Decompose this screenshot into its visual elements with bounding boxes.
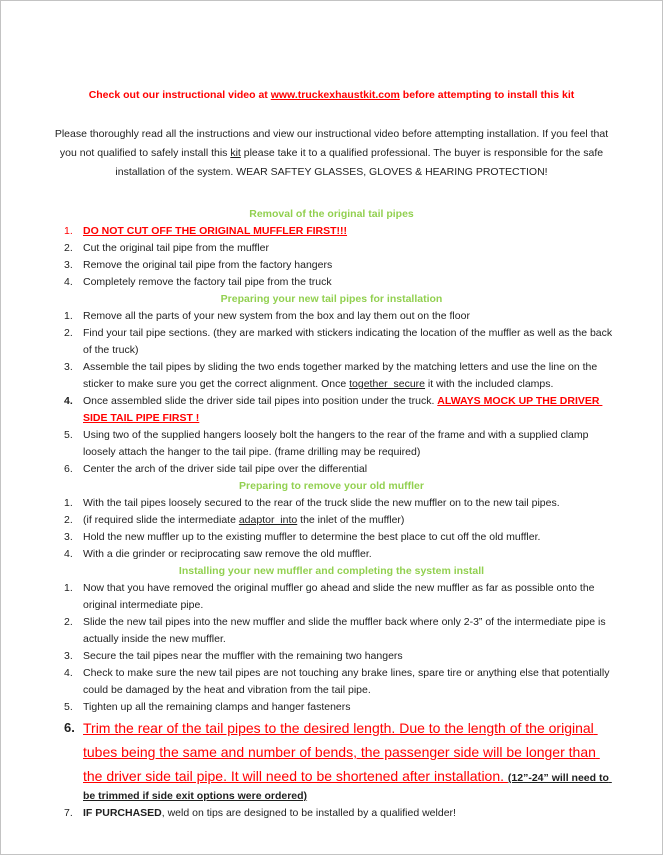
list-item-text xyxy=(83,393,616,427)
text-run: (if required slide the intermediate xyxy=(83,514,239,526)
list-item xyxy=(47,614,616,648)
list-item-number: 1. xyxy=(64,310,73,322)
list-item-number: 1. xyxy=(64,225,73,237)
instructional-video-notice xyxy=(47,87,616,104)
list-item xyxy=(47,716,616,805)
text-run: Center the arch of the driver side tail pipe over the differential xyxy=(83,463,368,475)
list-item-text xyxy=(83,716,616,805)
text-run: With a die grinder or reciprocating saw remove the old muffler. xyxy=(83,548,372,560)
text-run: DO NOT CUT OFF THE ORIGINAL MUFFLER FIRST!!! xyxy=(83,225,348,237)
list-item-number: 3. xyxy=(64,259,73,271)
list-item-number: 4. xyxy=(64,667,73,679)
intro-paragraph xyxy=(47,125,616,182)
list-item-number: 5. xyxy=(64,429,73,441)
instruction-list xyxy=(47,495,616,563)
list-item-text xyxy=(83,495,616,512)
list-item-text xyxy=(83,699,616,716)
text-run: ALWAYS MOCK UP THE DRIVER SIDE TAIL PIPE FIRST ! xyxy=(83,395,603,424)
text-run: (12”-24” will need to be trimmed if side exit options were ordered) xyxy=(83,772,612,802)
text-run: together secure xyxy=(349,378,426,390)
text-run: Trim the rear of the tail pipes to the desired length. Due to the length of the original tubes being the same and number of bends, the passenger side will be longer than the driver side tail pipe. It will need to be shortened after installation. xyxy=(83,720,600,784)
text-run: before attempting to install this kit xyxy=(399,89,575,101)
list-item xyxy=(47,648,616,665)
text-run: , weld on tips are designed to be installed by a qualified welder! xyxy=(161,807,456,819)
list-item-text xyxy=(83,580,616,614)
list-item-text xyxy=(83,308,616,325)
text-run: adaptor into xyxy=(238,514,298,526)
text-run: IF PURCHASED xyxy=(83,807,162,819)
list-item xyxy=(47,580,616,614)
text-run: Secure the tail pipes near the muffler with the remaining two hangers xyxy=(83,650,403,662)
text-run: Check to make sure the new tail pipes are not touching any brake lines, spare tire or anything else that potentially could be damaged by the heat and vibration from the tail pipe. xyxy=(83,667,613,696)
list-item-text xyxy=(83,614,616,648)
list-item xyxy=(47,461,616,478)
text-run: Please thoroughly read all the instructions and view our instructional video before attempting installation. If you feel that you not qualified to safely install this xyxy=(54,128,612,159)
list-item-number: 1. xyxy=(64,497,73,509)
text-run: Cut the original tail pipe from the muffler xyxy=(83,242,269,254)
list-item-number: 1. xyxy=(64,582,73,594)
list-item xyxy=(47,529,616,546)
list-item-number: 7. xyxy=(64,807,73,819)
list-item-number: 2. xyxy=(64,616,73,628)
list-item xyxy=(47,512,616,529)
text-run: Once assembled slide the driver side tail pipes into position under the truck. xyxy=(83,395,438,407)
section-heading: Preparing your new tail pipes for installation xyxy=(220,293,443,305)
list-item xyxy=(47,546,616,563)
list-item xyxy=(47,223,616,240)
text-run: Remove all the parts of your new system from the box and lay them out on the floor xyxy=(83,310,470,322)
list-item-number: 5. xyxy=(64,701,73,713)
list-item-number: 2. xyxy=(64,514,73,526)
list-item-number: 4. xyxy=(64,548,73,560)
list-item xyxy=(47,359,616,393)
text-run: Using two of the supplied hangers loosely bolt the hangers to the rear of the frame and with a supplied clamp loosely attach the hanger to the tail pipe. (frame drilling may be required) xyxy=(83,429,592,458)
list-item-number: 6. xyxy=(64,463,73,475)
section-heading: Removal of the original tail pipes xyxy=(249,208,414,220)
section-heading: Installing your new muffler and completing the system install xyxy=(178,565,485,577)
text-run: With the tail pipes loosely secured to the rear of the truck slide the new muffler on to the new tail pipes. xyxy=(83,497,560,509)
list-item xyxy=(47,665,616,699)
list-item-text xyxy=(83,529,616,546)
instruction-list xyxy=(47,223,616,291)
list-item xyxy=(47,393,616,427)
text-run: kit xyxy=(230,147,241,159)
list-item-text xyxy=(83,665,616,699)
list-item-number: 4. xyxy=(64,395,73,407)
text-run: Assemble the tail pipes by sliding the two ends together marked by the matching letters and use the line on the sticker to make sure you get the correct alignment. Once xyxy=(83,361,601,390)
list-item-number: 2. xyxy=(64,242,73,254)
list-item xyxy=(47,325,616,359)
text-run: Remove the original tail pipe from the factory hangers xyxy=(83,259,333,271)
list-item xyxy=(47,308,616,325)
list-item xyxy=(47,257,616,274)
instruction-list xyxy=(47,308,616,478)
list-item-text xyxy=(83,512,616,529)
list-item-text xyxy=(83,427,616,461)
list-item-text xyxy=(83,223,616,240)
text-run: Find your tail pipe sections. (they are marked with stickers indicating the location of the muffler as well as the back of the truck) xyxy=(83,327,616,356)
list-item-number: 3. xyxy=(64,650,73,662)
list-item-text xyxy=(83,648,616,665)
text-run: Hold the new muffler up to the existing muffler to determine the best place to cut off the old muffler. xyxy=(83,531,541,543)
list-item-number: 6. xyxy=(64,720,75,735)
list-item xyxy=(47,699,616,716)
list-item-number: 3. xyxy=(64,361,73,373)
section-heading: Preparing to remove your old muffler xyxy=(239,480,424,492)
text-run: please take it to a qualified professional. The buyer is responsible for the safe installation of the system. WEAR SAFTEY GLASSES, GLOVES & HEARING PROTECTION! xyxy=(115,147,607,178)
text-run: Slide the new tail pipes into the new muffler and slide the muffler back where only 2-3” of the intermediate pipe is actually inside the new muffler. xyxy=(83,616,609,645)
instruction-list xyxy=(47,580,616,822)
list-item-text xyxy=(83,461,616,478)
list-item-text xyxy=(83,240,616,257)
text-run: Now that you have removed the original muffler go ahead and slide the new muffler as far as possible onto the original intermediate pipe. xyxy=(83,582,598,611)
list-item-text xyxy=(83,546,616,563)
text-run: it with the included clamps. xyxy=(425,378,554,390)
website-link[interactable]: www.truckexhaustkit.com xyxy=(270,89,400,101)
list-item xyxy=(47,240,616,257)
text-run: Tighten up all the remaining clamps and hanger fasteners xyxy=(83,701,351,713)
list-item-text xyxy=(83,359,616,393)
list-item-text xyxy=(83,325,616,359)
text-run: Check out our instructional video at xyxy=(88,89,271,101)
list-item xyxy=(47,805,616,822)
list-item-number: 3. xyxy=(64,531,73,543)
list-item-number: 4. xyxy=(64,276,73,288)
list-item-text xyxy=(83,805,616,822)
list-item-text xyxy=(83,274,616,291)
instruction-sections xyxy=(47,206,616,822)
list-item xyxy=(47,427,616,461)
text-run: the inlet of the muffler) xyxy=(297,514,405,526)
list-item xyxy=(47,495,616,512)
text-run: Completely remove the factory tail pipe from the truck xyxy=(83,276,332,288)
list-item xyxy=(47,274,616,291)
list-item-number: 2. xyxy=(64,327,73,339)
list-item-text xyxy=(83,257,616,274)
